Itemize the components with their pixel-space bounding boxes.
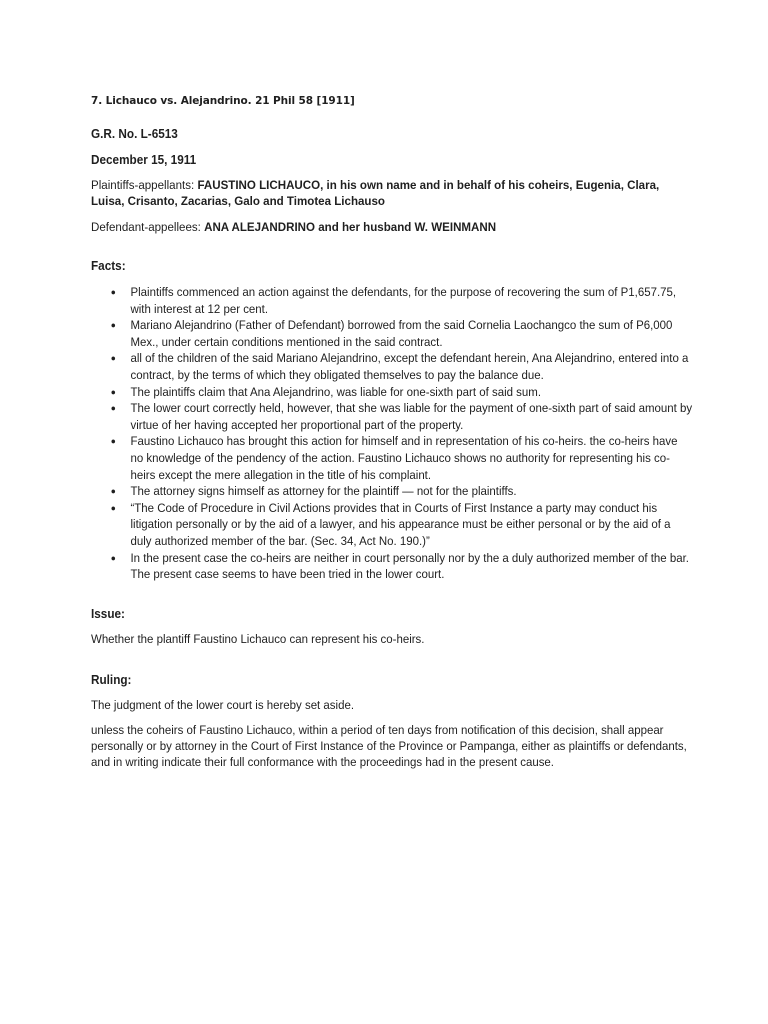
list-item bbox=[91, 350, 693, 383]
facts-heading: Facts: bbox=[91, 259, 126, 273]
fact-text: Mariano Alejandrino (Father of Defendant) borrowed from the said Cornelia Laochangco the sum of P6,000 Mex., under certain conditions mentioned in the said contract. bbox=[130, 318, 673, 349]
issue-text: Whether the plantiff Faustino Lichauco can represent his co-heirs. bbox=[91, 631, 425, 646]
list-item bbox=[91, 384, 693, 401]
bullet-icon: ● bbox=[110, 486, 116, 497]
list-item bbox=[91, 284, 693, 317]
bullet-icon: ● bbox=[110, 403, 116, 414]
list-item bbox=[91, 550, 693, 583]
ruling-heading: Ruling: bbox=[91, 672, 132, 687]
ruling-paragraph-1: The judgment of the lower court is hereby set aside. bbox=[91, 697, 355, 712]
list-item bbox=[91, 317, 693, 350]
fact-text: all of the children of the said Mariano Alejandrino, except the defendant herein, Ana Alejandrino, entered into a contract, by the terms of which they obligated themselves to pay the balance due. bbox=[130, 351, 689, 382]
bullet-icon: ● bbox=[110, 502, 116, 513]
document-page bbox=[91, 94, 691, 770]
bullet-icon: ● bbox=[110, 386, 116, 397]
list-item bbox=[91, 400, 693, 433]
plaintiffs-names: FAUSTINO LICHAUCO, in his own name and in behalf of his coheirs, Eugenia, Clara, Luisa, Crisanto, Zacarias, Galo and Timotea Lichauso bbox=[91, 178, 660, 208]
issue-heading: Issue: bbox=[91, 606, 125, 621]
defendants-label: Defendant-appellees: bbox=[91, 220, 205, 234]
bullet-icon: ● bbox=[110, 353, 116, 364]
fact-text: The plaintiffs claim that Ana Alejandrino, was liable for one-sixth part of said sum. bbox=[130, 384, 542, 399]
decision-date: December 15, 1911 bbox=[91, 153, 197, 167]
list-item bbox=[91, 433, 693, 483]
fact-text: Plaintiffs commenced an action against the defendants, for the purpose of recovering the sum of P1,657.75, with interest at 12 per cent. bbox=[130, 285, 677, 316]
gr-number: G.R. No. L-6513 bbox=[91, 127, 178, 141]
fact-text: The attorney signs himself as attorney for the plaintiff — not for the plaintiffs. bbox=[130, 484, 517, 499]
fact-text: The lower court correctly held, however, that she was liable for the payment of one-sixth part of said amount by virtue of her having accepted her proportional part of the property. bbox=[130, 401, 693, 432]
defendants-line bbox=[91, 219, 693, 235]
case-title: 7. Lichauco vs. Alejandrino. 21 Phil 58 [1911] bbox=[91, 95, 355, 107]
bullet-icon: ● bbox=[110, 320, 116, 331]
defendants-names: ANA ALEJANDRINO and her husband W. WEINMANN bbox=[204, 220, 497, 234]
fact-text: Faustino Lichauco has brought this action for himself and in representation of his co-heirs. the co-heirs have no knowledge of the pendency of the action. Faustino Lichauco shows no authority for representing his co-heirs except the mere allegation in the title of his complaint. bbox=[130, 434, 678, 482]
list-item bbox=[91, 483, 693, 500]
bullet-icon: ● bbox=[110, 436, 116, 447]
fact-text: “The Code of Procedure in Civil Actions provides that in Courts of First Instance a party may conduct his litigation personally or by the aid of a lawyer, and his appearance must be either personal or by the aid of a duly authorized member of the bar. (Sec. 34, Act No. 190.)” bbox=[130, 500, 671, 548]
ruling-paragraph-2: unless the coheirs of Faustino Lichauco, within a period of ten days from notification of this decision, shall appear personally or by attorney in the Court of First Instance of the Province or Pampanga, either as plaintiffs or defendants, and in writing indicate their full conformance with the proceedings had in the present cause. bbox=[91, 722, 687, 769]
fact-text: In the present case the co-heirs are neither in court personally nor by the a duly authorized member of the bar. The present case seems to have been tried in the lower court. bbox=[130, 550, 689, 582]
list-item bbox=[91, 500, 693, 550]
bullet-icon: ● bbox=[110, 552, 116, 563]
bullet-icon: ● bbox=[110, 287, 116, 297]
plaintiffs-line bbox=[91, 177, 693, 209]
facts-list bbox=[91, 284, 693, 583]
plaintiffs-label: Plaintiffs-appellants: bbox=[91, 178, 198, 192]
